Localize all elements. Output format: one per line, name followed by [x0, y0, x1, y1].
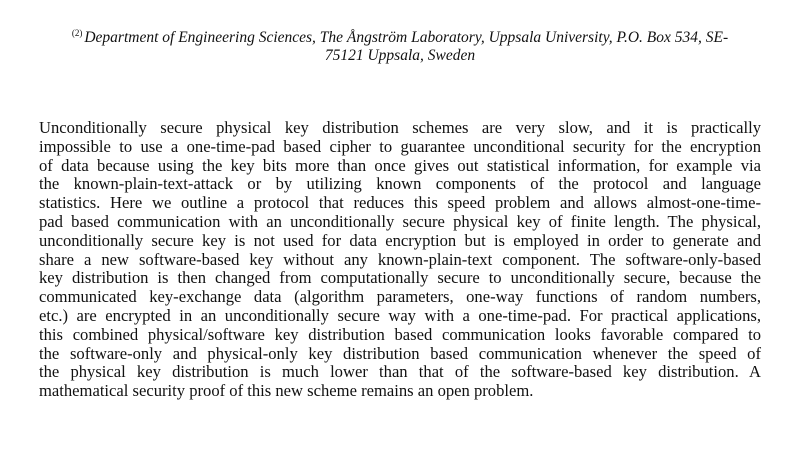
abstract-line: etc.) are encrypted in an unconditionally secure way with a one-time-pad. For practical applications,	[39, 305, 761, 325]
abstract-line: of data because using the key bits more than once gives out statistical information, for example via	[39, 155, 761, 175]
abstract-line: the software-only and physical-only key distribution based communication whenever the speed of	[39, 343, 761, 363]
abstract-line: pad based communication with an unconditionally secure physical key of finite length. The physical,	[39, 211, 761, 231]
abstract-line: share a new software-based key without any known-plain-text component. The software-only-based	[39, 249, 761, 269]
affiliation-marker: (2)	[71, 28, 83, 38]
abstract-line: the known-plain-text-attack or by utilizing known components of the protocol and language	[39, 174, 761, 194]
abstract-line: Unconditionally secure physical key distribution schemes are very slow, and it is practically	[39, 118, 761, 137]
abstract-paragraph	[39, 119, 761, 401]
affiliation-text-1: Department of Engineering Sciences, The Ångström Laboratory, Uppsala University, P.O. Box 534, SE-	[84, 29, 729, 46]
abstract-line: communicated key-exchange data (algorithm parameters, one-way functions of random numbers,	[39, 287, 761, 307]
affiliation-line-1	[0, 24, 800, 47]
affiliation-line-2: 75121 Uppsala, Sweden	[324, 47, 476, 64]
abstract-line: key distribution is then changed from computationally secure to unconditionally secure, because the	[39, 268, 761, 288]
abstract-line: mathematical security proof of this new scheme remains an open problem.	[39, 381, 534, 401]
abstract-line: statistics. Here we outline a protocol that reduces this speed problem and allows almost-one-time-	[39, 193, 761, 213]
author-affiliation	[0, 24, 800, 65]
abstract-line: the physical key distribution is much lower than that of the software-based key distribution. A	[39, 362, 761, 382]
abstract-line: impossible to use a one-time-pad based cipher to guarantee unconditional security for the encryption	[39, 136, 761, 156]
abstract-line: unconditionally secure key is not used for data encryption but is employed in order to generate and	[39, 230, 761, 250]
abstract-line: this combined physical/software key distribution based communication looks favorable compared to	[39, 324, 761, 344]
